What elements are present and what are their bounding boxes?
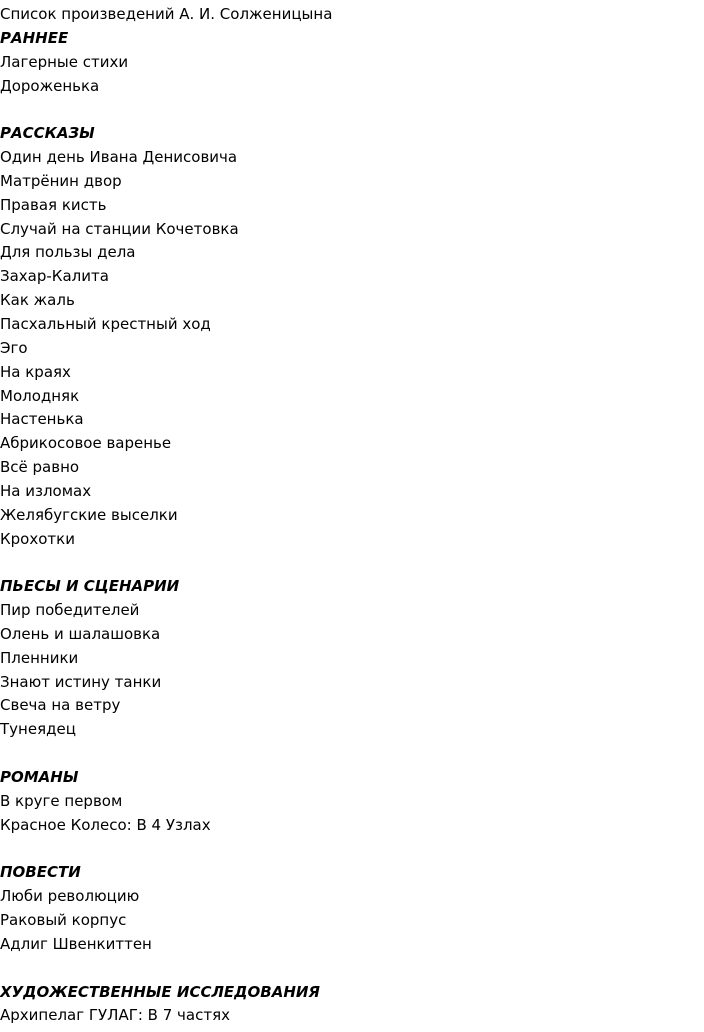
section-heading: ХУДОЖЕСТВЕННЫЕ ИССЛЕДОВАНИЯ — [0, 982, 320, 1001]
section-heading: РОМАНЫ — [0, 768, 79, 786]
list-item: Свеча на ветру — [0, 696, 121, 715]
list-item: Правая кисть — [0, 195, 107, 214]
list-item: Архипелаг ГУЛАГ: В 7 частях — [0, 1006, 230, 1025]
list-item: Желябугские выселки — [0, 505, 178, 524]
list-item: Для пользы дела — [0, 243, 136, 262]
blank-line — [0, 957, 704, 981]
list-item: На изломах — [0, 481, 92, 500]
list-item: Люби революцию — [0, 887, 140, 906]
list-item: Знают истину танки — [0, 672, 162, 691]
blank-line — [0, 742, 704, 766]
list-item: Один день Ивана Денисовича — [0, 148, 238, 167]
document-title: Список произведений А. И. Солженицына — [0, 5, 333, 23]
document-body — [0, 3, 704, 1028]
list-item: Красное Колесо: В 4 Узлах — [0, 815, 211, 834]
list-item: Дороженька — [0, 76, 100, 95]
blank-line — [0, 838, 704, 862]
section-plays — [0, 575, 704, 742]
list-item: На краях — [0, 362, 71, 381]
list-item: Крохотки — [0, 529, 75, 548]
section-heading: РАННЕЕ — [0, 28, 69, 47]
section-heading: РАССКАЗЫ — [0, 124, 95, 143]
list-item: Всё равно — [0, 458, 80, 477]
section-early — [0, 27, 704, 99]
list-item: Молодняк — [0, 386, 80, 405]
list-item: Настенька — [0, 410, 84, 429]
list-item: Тунеядец — [0, 720, 76, 739]
blank-line — [0, 551, 704, 575]
list-item: Эго — [0, 338, 28, 357]
section-heading: ПЬЕСЫ И СЦЕНАРИИ — [0, 577, 180, 596]
list-item: Адлиг Швенкиттен — [0, 934, 152, 953]
list-item: Пасхальный крестный ход — [0, 314, 211, 333]
list-item: Пир победителей — [0, 601, 140, 620]
list-item: Раковый корпус — [0, 911, 127, 930]
list-item: Матрёнин двор — [0, 171, 122, 190]
section-novellas — [0, 861, 704, 956]
list-item: В круге первом — [0, 791, 123, 810]
section-artistic-research — [0, 981, 704, 1029]
list-item: Лагерные стихи — [0, 52, 129, 71]
list-item: Пленники — [0, 648, 79, 667]
section-heading: ПОВЕСТИ — [0, 863, 81, 882]
list-item: Захар-Калита — [0, 267, 109, 286]
list-item: Случай на станции Кочетовка — [0, 219, 239, 238]
section-stories — [0, 122, 704, 551]
section-novels — [0, 766, 704, 838]
list-item: Как жаль — [0, 291, 75, 310]
list-item: Олень и шалашовка — [0, 624, 161, 643]
blank-line — [0, 98, 704, 122]
list-item: Абрикосовое варенье — [0, 434, 172, 453]
